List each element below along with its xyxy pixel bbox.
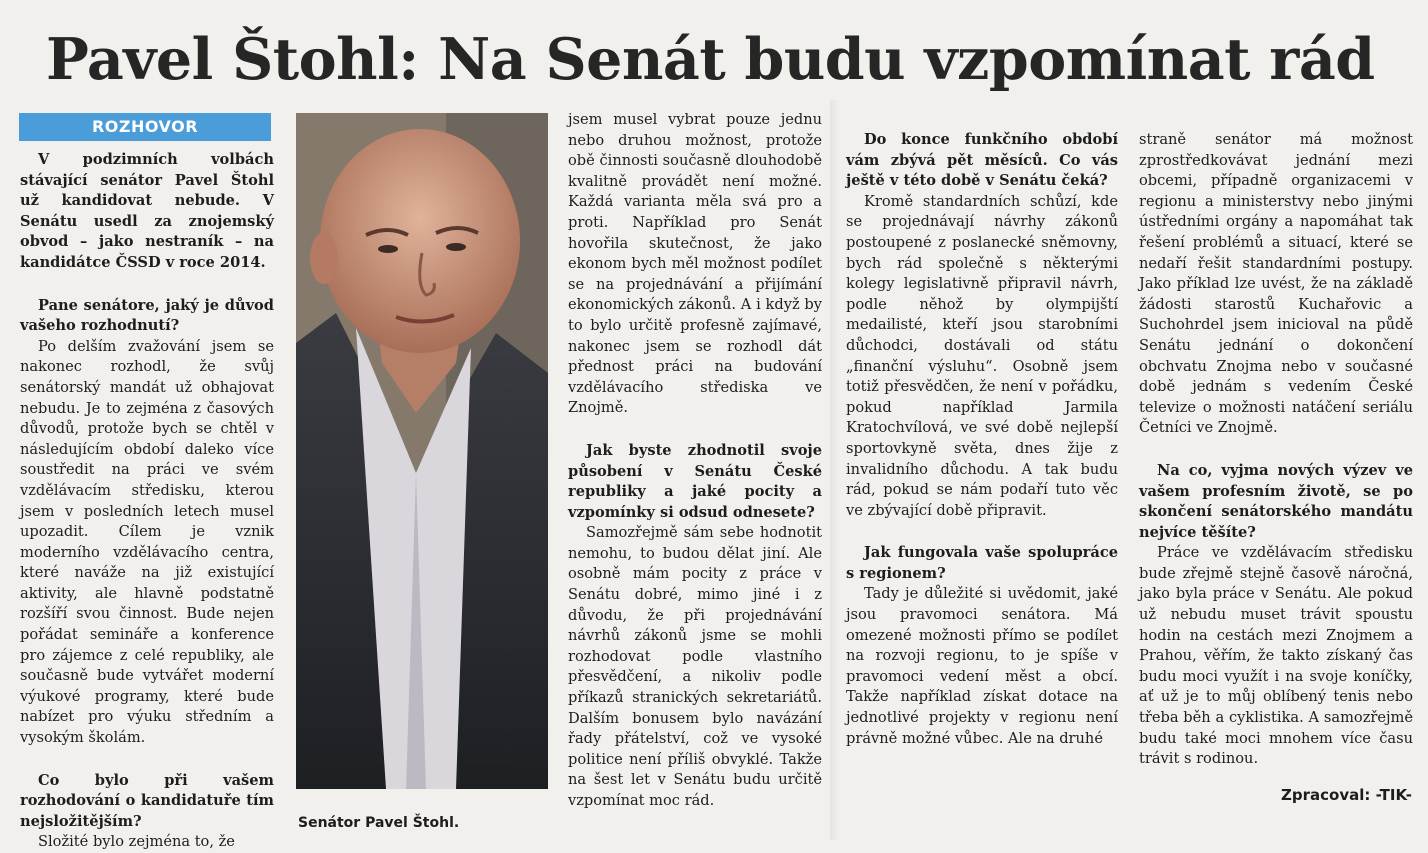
column-4	[1139, 130, 1413, 800]
answer-5-continued: straně senátor má možnost zprostředkovávat jednání mezi obcemi, případně organizacemi v regionu a ministerstvy nebo jinými ústředními orgány a napomáhat tak řešení problémů a situací, které se nedaří řešit standardními postupy. Jako příklad lze uvést, že na základě žádosti starostů Kuchařovic a Suchohrdel jsem inicioval na půdě Senátu jednání o dokončení obchvatu Znojma nebo v současné době jednám s vedením České televize o možnosti natáčení seriálu Četníci ve Znojmě.	[1139, 131, 1413, 437]
answer-5-start: Tady je důležité si uvědomit, jaké jsou pravomoci senátora. Má omezené možnosti přímo se podílet na rozvoji regionu, to je spíše v pravomoci vedení měst a obcí. Takže například získat dotace na jednotlivé projekty v regionu není právně možné vůbec. Ale na druhé	[846, 585, 1118, 747]
answer-2-start: Složité bylo zejména to, že	[38, 833, 235, 851]
answer-3: Samozřejmě sám sebe hodnotit nemohu, to budou dělat jiní. Ale osobně mám pocity z práce v Senátu dobré, mimo jiné i z důvodu, že při projednávání návrhů zákonů jsme se mohli rozhodovat podle vlastního přesvědčení, a nikoliv podle příkazů stranických sekretariátů. Dalším bonusem bylo navázání řady přátelství, což ve vysoké politice není příliš obvyklé. Takže na šest let v Senátu budu určitě vzpomínat moc rád.	[568, 524, 822, 809]
rubric-badge: ROZHOVOR	[19, 113, 271, 141]
question-4: Do konce funkčního období vám zbývá pět měsíců. Co vás ještě v této době v Senátu čeká?	[846, 131, 1118, 190]
column-1	[20, 150, 274, 851]
portrait-illustration	[296, 113, 548, 789]
answer-4: Kromě standardních schůzí, kde se projednávají návrhy zákonů postoupené z poslanecké sněmovny, bych rád společně s některými kolegy legislativně připravil návrh, podle něhož by olympijští medailisté, kteří jsou starobními důchodci, dostávali od státu „finanční výsluhu“. Osobně jsem totiž přesvědčen, že není v pořádku, pokud například Jarmila Kratochvílová, ve své době nejlepší sportovkyně světa, dnes žije z invalidního důchodu. A tak budu rád, pokud se nám podaří tuto věc ve zbývající době připravit.	[846, 192, 1118, 519]
question-5: Jak fungovala vaše spolupráce s regionem?	[846, 544, 1118, 582]
answer-1: Po delším zvažování jsem se nakonec rozhodl, že svůj senátorský mandát už obhajovat nebudu. Je to zejména z časových důvodů, protože bych se chtěl v následujícím období daleko více soustředit na práci ve svém vzdělávacím středisku, kterou jsem v posledních letech musel upozadit. Cílem je vznik moderního vzdělávacího centra, které naváže na již existující aktivity, ale hlavně podstatně rozšíří svou činnost. Bude nejen pořádat semináře a konference pro zájemce z celé republiky, ale současně bude vytvářet moderní výukové programy, které bude nabízet pro výuku středním a vysokým školám.	[20, 337, 274, 747]
headline: Pavel Štohl: Na Senát budu vzpomínat rád	[46, 26, 1375, 93]
photo-caption: Senátor Pavel Štohl.	[298, 815, 460, 831]
portrait-photo	[296, 113, 548, 789]
question-3: Jak byste zhodnotil svoje působení v Senátu České republiky a jaké pocity a vzpomínky si odsud odnesete?	[568, 441, 822, 521]
answer-2-continued: jsem musel vybrat pouze jednu nebo druhou možnost, protože obě činnosti současně dlouhodobě kvalitně provádět není možné. Každá varianta měla svá pro a proti. Například pro Senát hovořila skutečnost, že jako ekonom bych měl možnost podílet se na projednávání a přijímání ekonomických zákonů. A i když by to bylo určitě profesně zajímavé, nakonec jsem se rozhodl dát přednost práci na budování vzdělávacího střediska ve Znojmě.	[568, 111, 822, 417]
author-signature: Zpracoval: -TIK-	[1281, 786, 1412, 804]
column-2	[568, 110, 822, 809]
gutter-shade	[830, 100, 840, 840]
question-1: Pane senátore, jaký je důvod vašeho rozhodnutí?	[20, 296, 274, 335]
answer-6: Práce ve vzdělávacím středisku bude zřejmě stejně časově náročná, jako byla práce v Senátu. Ale pokud už nebudu muset trávit spoustu hodin na cestách mezi Znojmem a Prahou, věřím, že takto získaný čas budu moci využít i na svoje koníčky, ať už je to můj oblíbený tenis nebo třeba běh a cyklistika. A samozřejmě budu také moci mnohem více času trávit s rodinou.	[1139, 544, 1413, 768]
column-3	[846, 130, 1118, 790]
question-2: Co bylo při vašem rozhodování o kandidatuře tím nejsložitějším?	[20, 771, 274, 830]
question-6: Na co, vyjma nových výzev ve vašem profesním životě, se po skončení senátorského mandátu nejvíce těšíte?	[1139, 461, 1413, 541]
lead-paragraph: V podzimních volbách stávající senátor Pavel Štohl už kandidovat nebude. V Senátu usedl za znojemský obvod – jako nestraník – na kandidátce ČSSD v roce 2014.	[20, 151, 274, 271]
